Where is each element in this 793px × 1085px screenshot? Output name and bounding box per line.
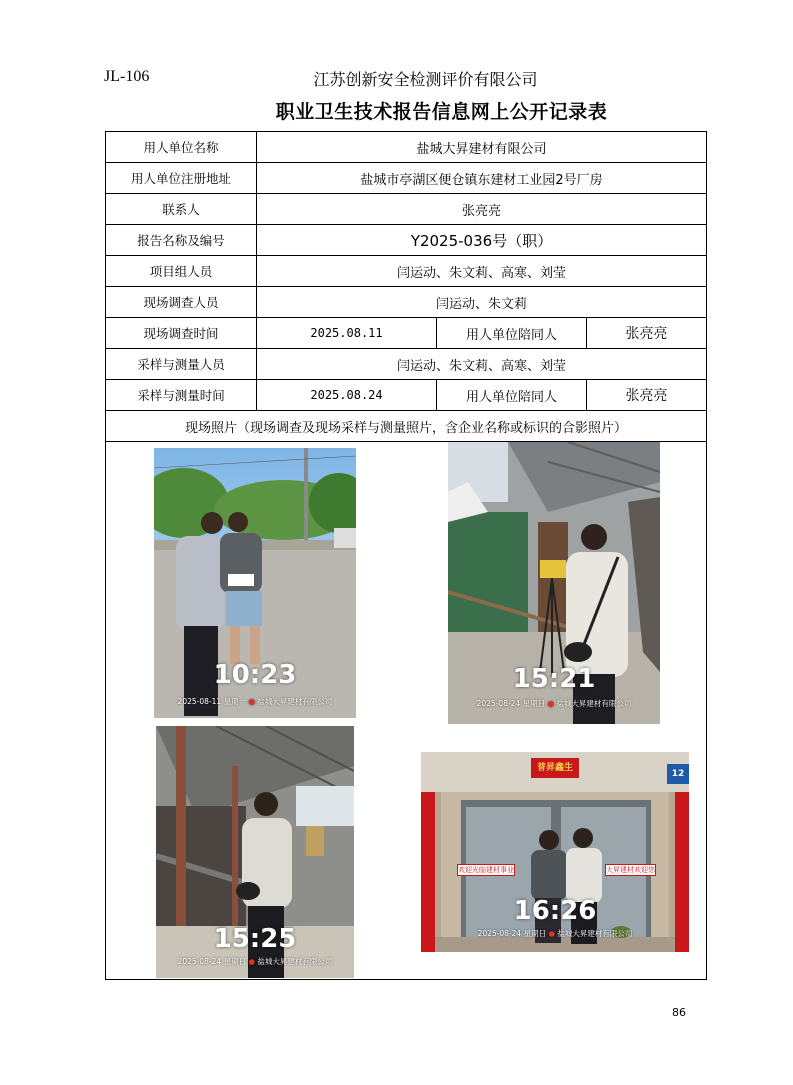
sampling-accomp-label: 用人单位陪同人: [437, 380, 587, 411]
record-table: [105, 131, 707, 980]
photo-3-caption: [156, 956, 354, 967]
row-report: [106, 225, 707, 256]
photo-4-time: 16:26: [513, 896, 597, 926]
photo-area: [106, 442, 707, 980]
report-number: Y2025-036号（职）: [257, 225, 707, 256]
document-title: 职业卫生技术报告信息网上公开记录表: [275, 101, 608, 123]
sampling-accomp-value: 张亮亮: [587, 380, 707, 411]
site-photo-4: [421, 752, 689, 952]
photo-2-time: 15:21: [512, 664, 596, 694]
row-contact: [106, 194, 707, 225]
row-survey-time: [106, 318, 707, 349]
sampling-staff-value: 闫运动、朱文莉、高寒、刘莹: [257, 349, 707, 380]
page-number: 86: [672, 1006, 686, 1019]
row-photos: [106, 442, 707, 980]
photo-3-date: 2025-08-24 星期日: [177, 957, 247, 966]
address-label: 用人单位注册地址: [106, 163, 257, 194]
photo-3-place: 盐城大昇建材有限公司: [257, 957, 333, 966]
photo-4-date: 2025-08-24 星期日: [477, 929, 547, 938]
welcome-banner-left: 欢迎光临建材事业: [458, 866, 514, 874]
row-address: [106, 163, 707, 194]
photo-4-caption: [421, 928, 689, 939]
row-unit-name: [106, 132, 707, 163]
survey-staff-value: 闫运动、朱文莉: [257, 287, 707, 318]
report-label: 报告名称及编号: [106, 225, 257, 256]
team-value: 闫运动、朱文莉、高寒、刘莹: [257, 256, 707, 287]
photo-1-caption: [154, 696, 356, 707]
row-photo-header: [106, 411, 707, 442]
document-code: JL-106: [104, 68, 150, 85]
sampling-staff-label: 采样与测量人员: [106, 349, 257, 380]
unit-name-label: 用人单位名称: [106, 132, 257, 163]
site-photo-1: [154, 448, 356, 718]
sampling-time-value: 2025.08.24: [257, 380, 437, 411]
location-pin-icon: ●: [548, 929, 556, 938]
survey-time-label: 现场调查时间: [106, 318, 257, 349]
shop-sign: 普昇鑫生: [531, 758, 579, 778]
photo-4-place: 盐城大昇建材有限公司: [557, 929, 633, 938]
unit-name-value: 盐城大昇建材有限公司: [257, 132, 707, 163]
survey-accomp-value: 张亮亮: [587, 318, 707, 349]
survey-time-value: 2025.08.11: [257, 318, 437, 349]
contact-value: 张亮亮: [257, 194, 707, 225]
row-sampling-time: [106, 380, 707, 411]
door-number-plate: 12: [667, 764, 689, 784]
location-pin-icon: ●: [248, 697, 256, 706]
site-photo-3: [156, 726, 354, 978]
company-name: 江苏创新安全检测评价有限公司: [313, 70, 538, 89]
row-sampling-staff: [106, 349, 707, 380]
location-pin-icon: ●: [248, 957, 256, 966]
survey-accomp-label: 用人单位陪同人: [437, 318, 587, 349]
site-photo-2: [448, 442, 660, 724]
welcome-banner-right: 大昇建材欢迎您: [606, 866, 655, 874]
address-value: 盐城市亭湖区便仓镇东建材工业园2号厂房: [257, 163, 707, 194]
sampling-time-label: 采样与测量时间: [106, 380, 257, 411]
photo-2-place: 盐城大昇建材有限公司: [556, 699, 632, 708]
photo-3-time: 15:25: [213, 924, 297, 954]
row-survey-staff: [106, 287, 707, 318]
photo-2-date: 2025-08-24 星期日: [476, 699, 546, 708]
photo-1-place: 盐城大昇建材有限公司: [257, 697, 333, 706]
photo-1-time: 10:23: [213, 660, 297, 690]
location-pin-icon: ●: [547, 699, 555, 708]
photo-section-header: 现场照片（现场调查及现场采样与测量照片，含企业名称或标识的合影照片）: [106, 411, 707, 442]
photo-2-caption: [448, 698, 660, 709]
row-team: [106, 256, 707, 287]
survey-staff-label: 现场调查人员: [106, 287, 257, 318]
team-label: 项目组人员: [106, 256, 257, 287]
photo-1-date: 2025-08-11 星期一: [177, 697, 247, 706]
contact-label: 联系人: [106, 194, 257, 225]
